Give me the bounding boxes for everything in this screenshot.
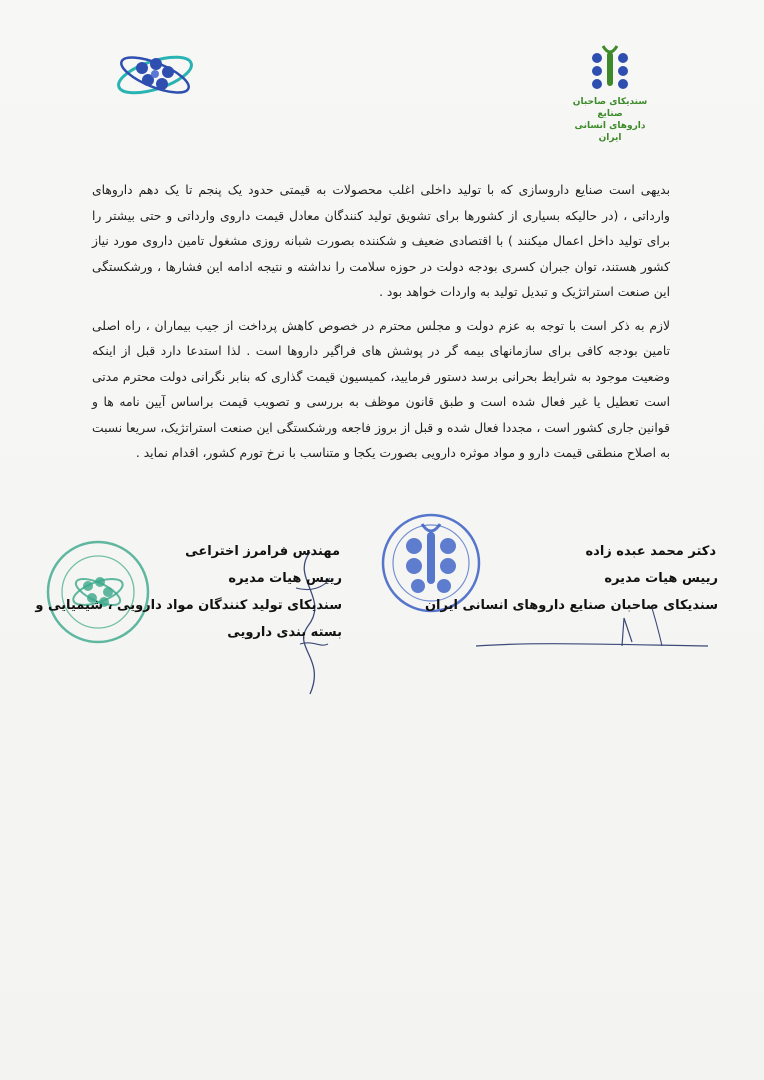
signatory-left-name: مهندس فرامرز اختراعی [185,544,340,559]
signatory-right-title: رییس هیات مدیره [604,571,718,586]
logo-caption-line2: داروهای انسانی ایران [574,121,646,143]
body-paragraph-1: بدیهی است صنایع داروسازی که با تولید داخلی اغلب محصولات به قیمتی حدود یک پنجم تا یک دهم داروهای وارداتی ، (در حالیکه بسیاری از کشورها برای تشویق تولید کنندگان معادل قیمت داروی وارداتی و حتی بیشتر را برای تولید داخل اعمال میکنند ) با اقتصادی ضعیف و شکننده بصورت شبانه روزی مشغول تامین داروی مورد نیاز کشور هستند، توان جبران کسری بودجه دولت در حوزه سلامت را نداشته و نتیجه ادامه این فشارها ، ورشکستگی این صنعت استراتژیک و تبدیل تولید به واردات خواهد بود . [92,183,670,299]
molecule-orbit-logo-icon [112,42,198,108]
letter-body [92,178,670,467]
signatory-left-organization-line2: بسته بندی دارویی [227,625,342,640]
signatory-left-organization-line1: سندیکای تولید کنندگان مواد دارویی ، شیمیایی و [35,598,342,613]
logo-caption [565,96,655,144]
signatory-left-title: رییس هیات مدیره [228,571,342,586]
signatory-right-organization: سندیکای صاحبان صنایع داروهای انسانی ایران [424,598,718,613]
pharma-syndicate-logo [565,44,655,143]
signature-right-icon [472,598,712,656]
pharma-syndicate-logo-icon [565,44,655,96]
signatory-left [35,538,342,646]
signatory-right-name: دکتر محمد عبده زاده [585,544,716,559]
body-paragraph-2: لازم به ذکر است با توجه به عزم دولت و مجلس محترم در خصوص کاهش پرداخت از جیب بیماران ، راه اصلی تامین بودجه کافی برای سازمانهای بیمه گر در پوشش های فراگیر داروها است . لذا استدعا دارد قبل از اینکه وضعیت موجود به شرایط بحرانی برسد دستور فرمایید، کمیسیون قیمت گذاری که بنابر نگرانی دولت محترم مدتی است تعطیل یا غیر فعال شده است و طبق قانون موظف به بررسی و تصویب قیمت براساس آیین نامه ها و قوانین جاری کشور است ، مجددا فعال شده و قبل از بروز فاجعه ورشکستگی این صنعت استراتژیک، سریعا نسبت به اصلاح منطقی قیمت دارو و مواد موثره دارویی بصورت یکجا و متناسب با نرخ تورم کشور، اقدام نماید . [92,318,670,460]
logo-caption-line1: سندیکای صاحبان صنایع [572,97,648,119]
